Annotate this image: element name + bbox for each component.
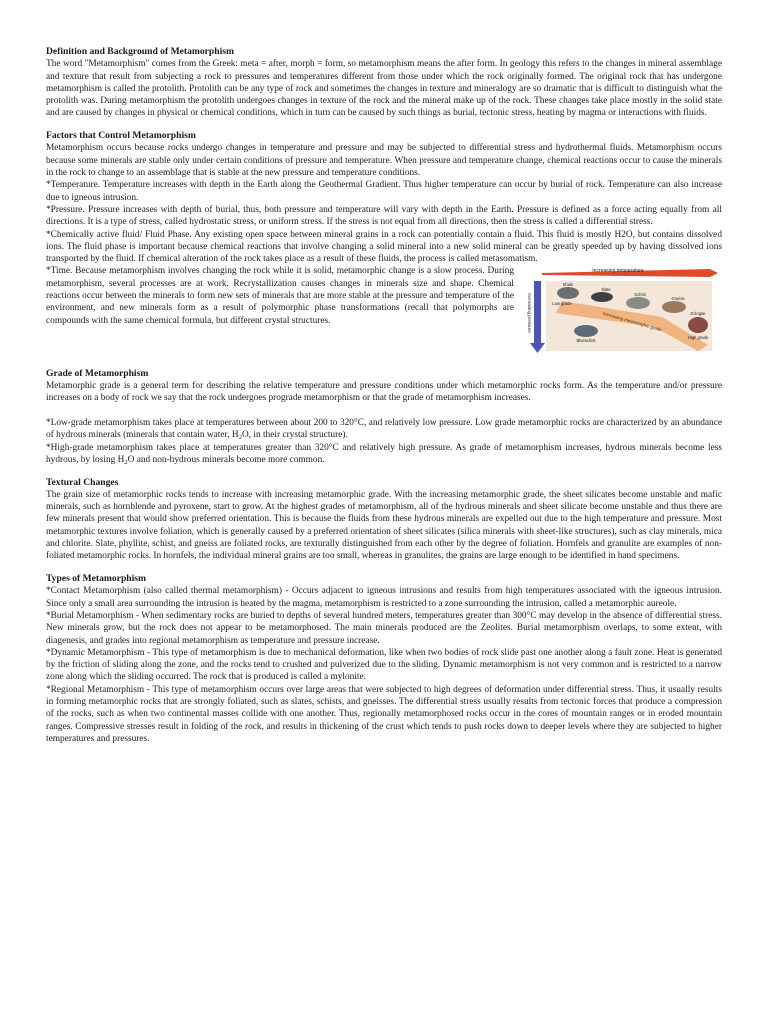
pressure-arrow-shaft bbox=[534, 281, 541, 345]
shale-rock-image bbox=[557, 287, 579, 299]
section-definition bbox=[46, 46, 722, 120]
paragraph-definition: The word "Metamorphism" comes from the Greek: meta = after, morph = form, so metamorphism means the after form. In geology this refers to the changes in mineral assemblage and texture that result from subjecting a rock to pressures and temperatures different from those under which the rock originally formed. The original rock that has undergone metamorphism is called the protolith. Protolith can be any type of rock and sometimes the changes in texture and mineralogy are so dramatic that is difficult to distinguish what the protolith was. During metamorphism the protolith undergoes changes in texture of the rock and the mineral make up of the rock. These changes take place mostly in the solid state and are caused by changes in physical or chemical conditions, which in turn can be caused by such things as burial, tectonic stress, heating by magma or interactions with fluids. bbox=[46, 59, 722, 119]
paragraph-temperature: *Temperature. Temperature increases with depth in the Earth along the Geothermal Gradient. Thus higher temperature can occur by burial of rock. Temperature can also increase due to igneous intrusion. bbox=[46, 180, 722, 203]
eclogite-rock-image bbox=[688, 317, 708, 333]
slate-rock-image bbox=[591, 292, 613, 302]
high-grade-text-b: O and non-hydrous minerals become more common. bbox=[127, 454, 325, 465]
schist-rock-image bbox=[626, 297, 650, 309]
paragraph-burial: *Burial Metamorphism - When sedimentary rocks are buried to depths of several hundred meters, temperatures greater than 300°C may develop in the absence of differential stress. New minerals grow, but the rock does not appear to be metamorphosed. The main minerals produced are the Zeolites. Burial metamorphism overlaps, to some extent, with diagenesis, and grades into regional metamorphism as temperature and pressure increase. bbox=[46, 610, 722, 646]
paragraph-regional: *Regional Metamorphism - This type of metamorphism occurs over large areas that were subjected to high degrees of deformation under differential stress. Thus, it usually results in forming metamorphic rocks that are strongly foliated, such as slates, schists, and gneisses. The differential stress usually results from tectonic forces that produce a compression of the rocks, such as when two continental masses collide with one another. Thus, regionally metamorphosed rocks occur in the cores of mountain ranges or in eroded mountain ranges. Compressive stresses result in folding of the rock, and results in thickening of the crust which tends to push rocks down to deeper levels where they are subjected to higher temperatures and pressures. bbox=[46, 684, 722, 744]
rock-label-eclogite: Eclogite bbox=[690, 311, 706, 317]
section-grade bbox=[46, 368, 722, 466]
section-factors bbox=[46, 130, 722, 357]
low-grade-text-a: *Low-grade metamorphism takes place at temperatures between about 200 to 320°C, and relatively low pressure. Low grade metamorphic rocks are characterized by an abundance of hydrous minerals (minerals that contain water, H bbox=[46, 418, 722, 441]
metamorphic-grade-figure bbox=[522, 267, 722, 355]
grade-band-label: Increasing metamorphic grade bbox=[602, 311, 663, 333]
document-page bbox=[46, 46, 722, 756]
heading-definition: Definition and Background of Metamorphism bbox=[46, 46, 234, 57]
heading-textural: Textural Changes bbox=[46, 476, 119, 488]
gneiss-rock-image bbox=[662, 301, 686, 313]
paragraph-high-grade bbox=[46, 442, 722, 467]
heading-grade: Grade of Metamorphism bbox=[46, 367, 149, 379]
paragraph-low-grade bbox=[46, 417, 722, 442]
paragraph-grade-intro: Metamorphic grade is a general term for describing the relative temperature and pressure conditions under which metamorphic rocks form. As the temperature and/or pressure increases on a body of rock we say that the rock undergoes prograde metamorphism or that the grade of metamorphism increases. bbox=[46, 381, 722, 404]
low-grade-subscript: 2 bbox=[238, 434, 242, 442]
rock-label-low-grade: Low grade bbox=[552, 301, 572, 307]
paragraph-pressure: *Pressure. Pressure increases with depth of burial, thus, both pressure and temperature will vary with depth in the Earth. Pressure is defined as a force acting equally from all directions. It is a type of stress, called hydrostatic stress, or uniform stress. If the stress is not equal from all directions, then the stress is called a differential stress. bbox=[46, 204, 722, 228]
rock-label-schist: Schist bbox=[634, 292, 646, 298]
section-textural bbox=[46, 477, 722, 563]
paragraph-time: *Time. Because metamorphism involves changing the rock while it is solid, metamorphic change is a slow process. During metamorphism, several processes are at work. Recrystallization causes changes in minerals size and shape. Chemical reactions occur between the minerals to form new sets of minerals that are more stable at the pressure and temperature of the environment, and new minerals form as a result of polymorphic phase transformations (recall that polymorphs are compounds with the same chemical formula, but different crystal structures. bbox=[46, 266, 514, 326]
rock-label-blueschist: Blueschist bbox=[576, 338, 596, 344]
pressure-arrow-label: Increasing pressure bbox=[527, 293, 532, 334]
paragraph-factors-intro: Metamorphism occurs because rocks undergo changes in temperature and pressure and may be subjected to differential stress and hydrothermal fluids. Metamorphism occurs because some minerals are stable only under certain conditions of pressure and temperature. When pressure and temperature change, chemical reactions occur to cause the minerals in the rock to change to an assemblage that is stable at the new pressure and temperature conditions. bbox=[46, 143, 722, 179]
low-grade-text-b: O, in their crystal structure). bbox=[241, 430, 348, 441]
temperature-arrow-label: Increasing temperature bbox=[592, 268, 644, 275]
heading-types: Types of Metamorphism bbox=[46, 573, 147, 585]
rock-label-gneiss: Gneiss bbox=[671, 296, 685, 302]
paragraph-textural: The grain size of metamorphic rocks tends to increase with increasing metamorphic grade. With the increasing metamorphic grade, the sheet silicates become unstable and mafic minerals, such as hornblende and pyroxene, start to grow. At the highest grades of metamorphism, all of the hydrous minerals and sheet silicate become unstable and thus there are few minerals present that would show preferred orientation. This is because the fluids from these hydrous minerals are expelled out due to the high temperature and pressure. Most metamorphic textures involve foliation, which is generally caused by a preferred orientation of sheet silicates (silica minerals with sheet-like structures), such as clay minerals, mica and chlorite. Slate, phyllite, schist, and gneiss are foliated rocks, are texturally distinguished from each other by the degree of foliation. Hornfels and granulite are examples of non-foliated metamorphic rocks. In hornfels, the individual mineral grains are too small, whereas in granulites, the grains are large enough to be identified in hand specimens. bbox=[46, 489, 722, 562]
paragraph-fluid: *Chemically active fluid/ Fluid Phase. Any existing open space between mineral grains in a rock can potentially contain a fluid. This fluid is mostly H2O, but contains dissolved ions. The fluid phase is important because chemical reactions that involve changing a solid mineral into a new solid mineral can be greatly speeded up by having dissolved ions transported by the fluid. If chemical alteration of the rock takes place as a result of these fluids, the process is called metasomatism. bbox=[46, 229, 722, 265]
rock-label-slate: Slate bbox=[601, 287, 611, 293]
heading-factors: Factors that Control Metamorphism bbox=[46, 130, 196, 142]
blueschist-rock-image bbox=[574, 325, 598, 337]
high-grade-subscript: 2 bbox=[124, 458, 128, 466]
rock-label-shale: Shale bbox=[562, 282, 574, 288]
paragraph-dynamic: *Dynamic Metamorphism - This type of metamorphism is due to mechanical deformation, like when two bodies of rock slide past one another along a fault zone. Heat is generated by the friction of sliding along the zone, and the rocks tend to crushed and pulverized due to the sliding. Dynamic metamorphism is not very common and is restricted to a narrow zone along which the sliding occurred. The rock that is produced is called a mylonite. bbox=[46, 647, 722, 683]
rock-label-high-grade: High grade bbox=[687, 335, 709, 341]
high-grade-text-a: *High-grade metamorphism takes place at temperatures greater than 320°C and relatively high pressure. As grade of metamorphism increases, hydrous minerals become less hydrous, by losing H bbox=[46, 442, 722, 465]
section-types bbox=[46, 573, 722, 745]
paragraph-contact: *Contact Metamorphism (also called thermal metamorphism) - Occurs adjacent to igneous intrusions and results from high temperatures associated with the igneous intrusion. Since only a small area surrounding the intrusion is heated by the magma, metamorphism is restricted to a zone surrounding the intrusion, called a metamorphic aureole. bbox=[46, 586, 722, 609]
